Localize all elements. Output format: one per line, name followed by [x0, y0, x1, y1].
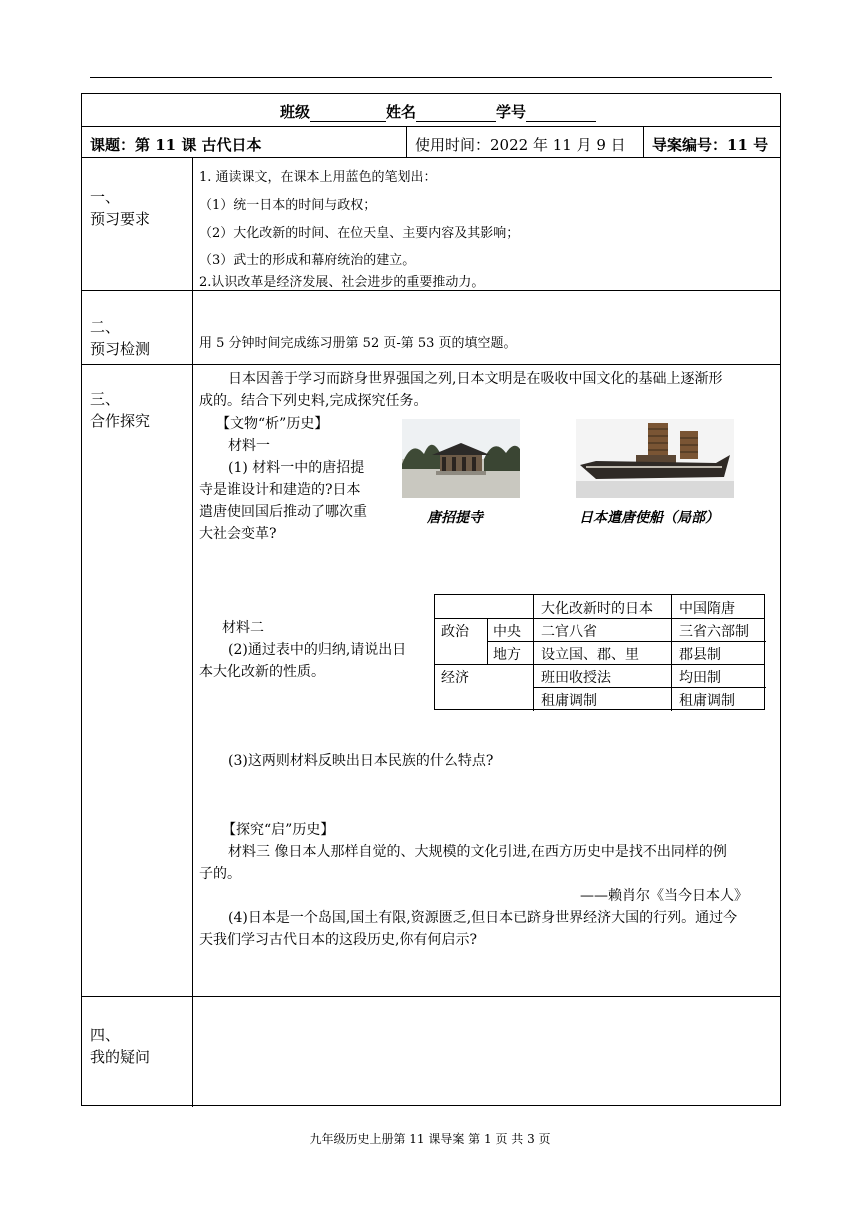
header-info: [280, 101, 596, 122]
row-divider: [82, 126, 780, 127]
heading-artifact: 【文物“析”历史】: [216, 416, 329, 432]
row-local: 地方: [493, 647, 521, 663]
section-3-number: 三、: [90, 390, 121, 408]
row-divider: [82, 157, 780, 158]
section-2-number: 二、: [90, 318, 121, 336]
lesson-topic: 课题：第 11 课 古代日本: [90, 136, 262, 154]
q1-line: 大社会变革?: [199, 526, 277, 542]
central-china: 三省六部制: [679, 624, 749, 640]
local-china: 郡县制: [679, 647, 721, 663]
temple-icon: [402, 419, 520, 498]
s3-intro: 成的。结合下列史料,完成探究任务。: [199, 393, 428, 409]
lesson-plan-table: [81, 93, 781, 1106]
s1-line: （3）武士的形成和幕府统治的建立。: [199, 253, 416, 268]
section-4-title: 我的疑问: [90, 1048, 151, 1066]
central-japan: 二官八省: [541, 624, 597, 640]
id-label: 学号: [496, 103, 527, 121]
q4-line: 天我们学习古代日本的这段历史,你有何启示?: [199, 932, 477, 948]
name-blank[interactable]: [416, 105, 496, 122]
section-2-title: 预习检测: [90, 340, 151, 358]
row-divider: [82, 290, 780, 291]
col-divider: [406, 126, 407, 157]
material-3-line: 材料三 像日本人那样自觉的、大规模的文化引进,在西方历史中是找不出同样的例: [228, 844, 727, 860]
econ-japan-1: 班田收授法: [541, 670, 611, 686]
material-3-source: ——赖肖尔《当今日本人》: [580, 888, 748, 904]
table-rule: [435, 618, 764, 619]
s1-line: （2）大化改新的时间、在位天皇、主要内容及其影响；: [199, 226, 520, 241]
page-footer: 九年级历史上册第 11 课导案 第 1 页 共 3 页: [309, 1132, 551, 1146]
section-3-title: 合作探究: [90, 412, 151, 430]
plan-number: 导案编号：11 号: [652, 136, 769, 154]
ship-icon: [576, 419, 734, 498]
material-1-label: 材料一: [228, 438, 270, 454]
q4-line: (4)日本是一个岛国,国土有限,资源匮乏,但日本已跻身世界经济大国的行列。通过今: [228, 910, 738, 926]
name-label: 姓名: [386, 103, 417, 121]
table-rule: [487, 641, 766, 642]
heading-inquiry: 【探究“启”历史】: [222, 822, 335, 838]
q3-line: (3)这两则材料反映出日本民族的什么特点?: [228, 753, 494, 769]
table-rule: [435, 664, 764, 665]
ship-caption: 日本遣唐使船（局部）: [579, 510, 719, 526]
header-rule: [90, 77, 772, 78]
row-economy: 经济: [441, 670, 469, 686]
label-column-divider: [192, 157, 193, 1107]
class-label: 班级: [280, 103, 311, 121]
econ-china-2: 租庸调制: [679, 693, 735, 709]
header-japan: 大化改新时的日本: [541, 601, 653, 617]
col-divider: [643, 126, 644, 157]
class-blank[interactable]: [310, 105, 386, 122]
table-rule: [671, 595, 672, 711]
table-rule: [487, 618, 488, 664]
local-japan: 设立国、郡、里: [541, 647, 639, 663]
temple-photo: [402, 419, 520, 498]
use-date: 使用时间：2022 年 11 月 9 日: [415, 136, 626, 154]
comparison-table: [434, 594, 765, 710]
s1-line: 1. 通读课文，在课本上用蓝色的笔划出：: [199, 170, 437, 185]
table-rule: [533, 595, 534, 711]
section-1-number: 一、: [90, 188, 121, 206]
questions-answer-area[interactable]: [193, 997, 781, 1106]
material-3-line: 子的。: [199, 866, 241, 882]
q1-line: 寺是谁设计和建造的?日本: [199, 482, 361, 498]
temple-caption: 唐招提寺: [427, 510, 483, 526]
econ-japan-2: 租庸调制: [541, 693, 597, 709]
row-divider: [82, 364, 780, 365]
row-politics: 政治: [441, 624, 469, 640]
s3-intro: 日本因善于学习而跻身世界强国之列,日本文明是在吸收中国文化的基础上逐渐形: [228, 371, 723, 387]
s1-line: 2.认识改革是经济发展、社会进步的重要推动力。: [199, 275, 485, 290]
section-1-title: 预习要求: [90, 210, 151, 228]
table-rule: [533, 687, 766, 688]
q1-line: 遣唐使回国后推动了哪次重: [199, 504, 367, 520]
header-china: 中国隋唐: [679, 601, 735, 617]
q2-line: 本大化改新的性质。: [199, 664, 325, 680]
s1-line: （1）统一日本的时间与政权；: [199, 198, 377, 213]
q2-line: (2)通过表中的归纳,请说出日: [228, 642, 407, 658]
id-blank[interactable]: [526, 105, 596, 122]
econ-china-1: 均田制: [679, 670, 721, 686]
s2-line: 用 5 分钟时间完成练习册第 52 页-第 53 页的填空题。: [199, 336, 517, 351]
row-central: 中央: [493, 624, 521, 640]
section-4-number: 四、: [90, 1026, 121, 1044]
q1-line: (1) 材料一中的唐招提: [228, 460, 365, 476]
material-2-label: 材料二: [222, 620, 264, 636]
ship-photo: [576, 419, 734, 498]
